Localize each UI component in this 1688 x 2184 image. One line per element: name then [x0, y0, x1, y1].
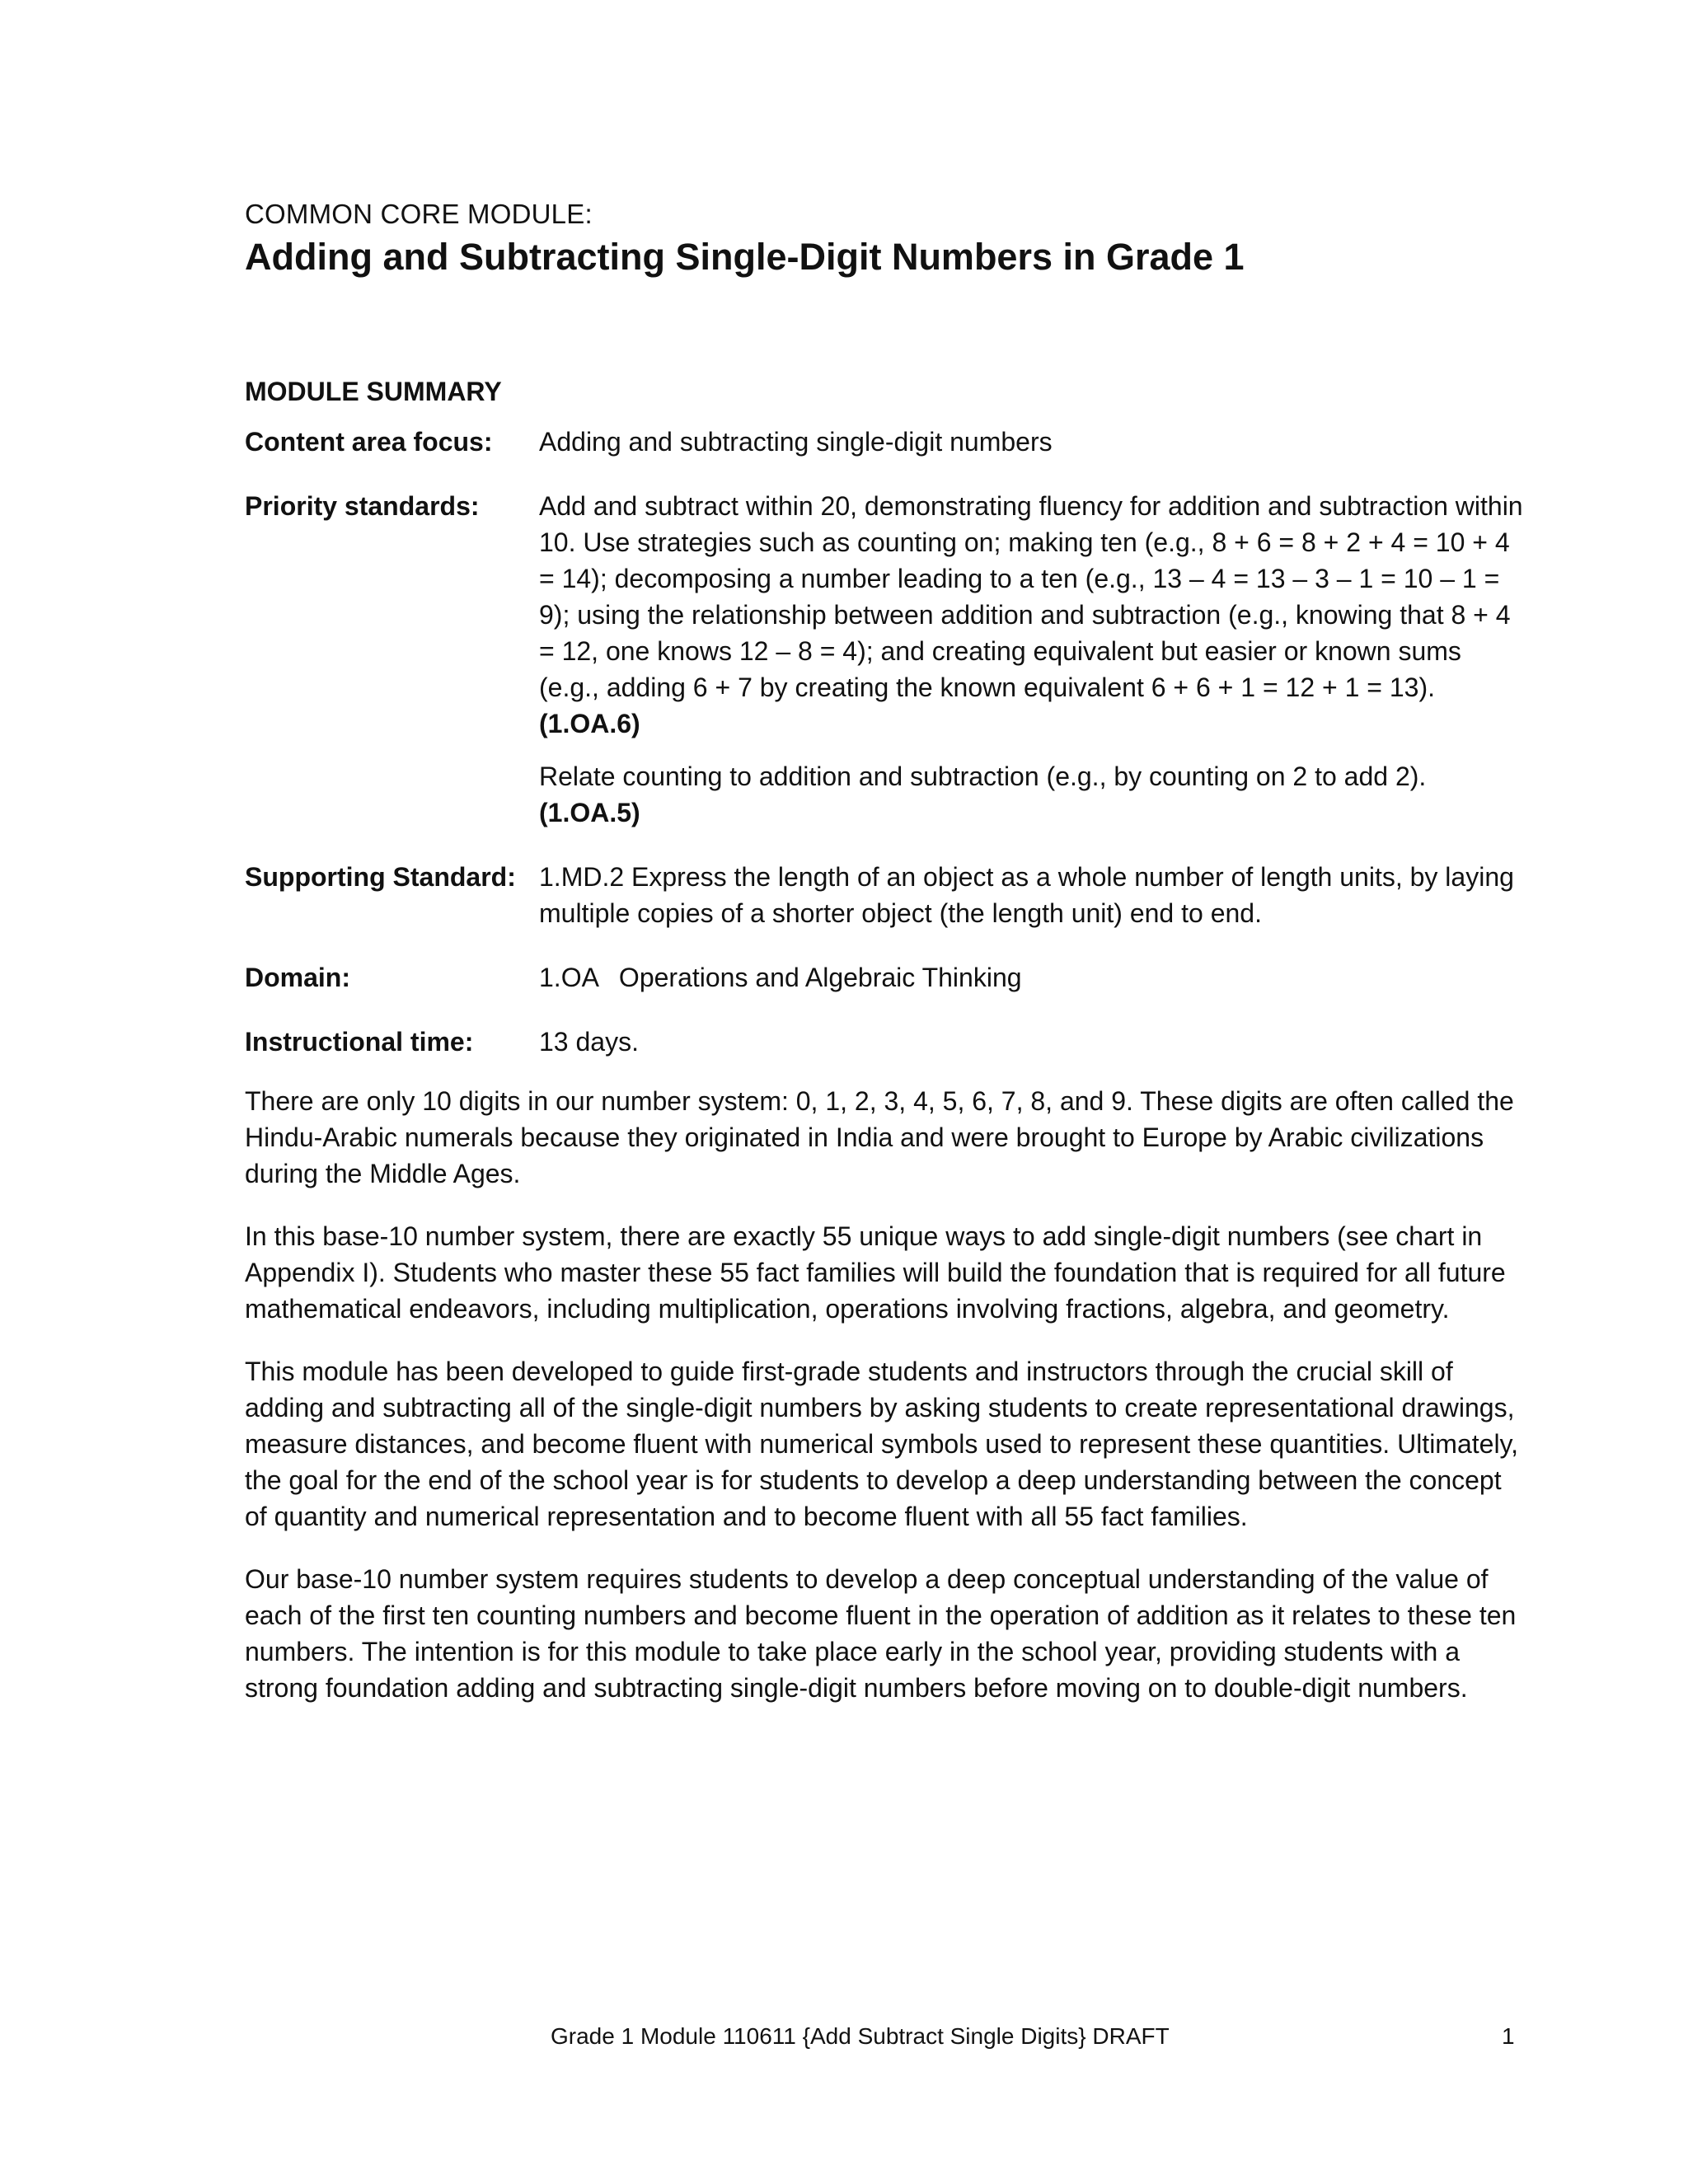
footer-text: Grade 1 Module 110611 {Add Subtract Single Digits} DRAFT: [551, 2023, 1170, 2049]
document-content: [245, 196, 1526, 1732]
priority-standard-2-code: (1.OA.5): [539, 798, 640, 827]
domain-row: [245, 959, 1526, 996]
instructional-time-value: 13 days.: [539, 1027, 639, 1057]
module-title: Adding and Subtracting Single-Digit Numbers in Grade 1: [245, 236, 1245, 278]
priority-standards-row: [245, 488, 1526, 831]
priority-standard-1-text: Add and subtract within 20, demonstrating fluency for addition and subtraction within 10. Use strategies such as counting on; making ten (e.g., 8 + 6 = 8 + 2 + 4 = 10 + 4 = 14); decomposing a number leading to a ten (e.g., 13 – 4 = 13 – 3 – 1 = 10 – 1 = 9); using the relationship between addition and subtraction (e.g., knowing that 8 + 4 = 12, one knows 12 – 8 = 4); and creating equivalent but easier or known sums (e.g., adding 6 + 7 by creating the known equivalent 6 + 6 + 1 = 12 + 1 = 13).: [539, 491, 1523, 702]
supporting-standard-row: [245, 859, 1526, 931]
paragraph-module-purpose: This module has been developed to guide first-grade students and instructors through the crucial skill of adding and subtracting all of the single-digit numbers by asking students to create representational drawings, measure distances, and become fluent with numerical symbols used to represent these quantities. Ultimately, the goal for the end of the school year is for students to develop a deep understanding between the concept of quantity and numerical representation and to become fluent with all 55 fact families.: [245, 1357, 1519, 1531]
module-summary: [245, 424, 1526, 1060]
supporting-standard-label: Supporting Standard:: [245, 862, 516, 892]
paragraph-fact-families: In this base-10 number system, there are exactly 55 unique ways to add single-digit numbers (see chart in Appendix I). Students who master these 55 fact families will build the foundation that is required for all future mathematical endeavors, including multiplication, operations involving fractions, algebra, and geometry.: [245, 1221, 1506, 1324]
domain-label: Domain:: [245, 963, 350, 992]
domain-value-wrap: [539, 959, 1526, 996]
priority-standards-label: Priority standards:: [245, 491, 480, 521]
priority-standard-1-code: (1.OA.6): [539, 709, 640, 738]
paragraph-digits: There are only 10 digits in our number system: 0, 1, 2, 3, 4, 5, 6, 7, 8, and 9. These digits are often called the Hindu-Arabic numerals because they originated in India and were brought to Europe by Arabic civilizations during the Middle Ages.: [245, 1086, 1514, 1188]
module-kicker: COMMON CORE MODULE:: [245, 199, 593, 229]
priority-standards-value: [539, 488, 1526, 831]
domain-code: 1.OA: [539, 963, 599, 992]
paragraph-base-ten: Our base-10 number system requires students to develop a deep conceptual understanding of the value of each of the first ten counting numbers and become fluent in the operation of addition as it relates to these ten numbers. The intention is for this module to take place early in the school year, providing students with a strong foundation adding and subtracting single-digit numbers before moving on to double-digit numbers.: [245, 1564, 1517, 1703]
priority-standard-2: [539, 758, 1526, 831]
priority-standard-2-text: Relate counting to addition and subtraction (e.g., by counting on 2 to add 2).: [539, 762, 1427, 791]
domain-value: Operations and Algebraic Thinking: [618, 963, 1022, 992]
page-number: 1: [1502, 2023, 1515, 2049]
priority-standard-1: [539, 488, 1526, 742]
content-area-value: Adding and subtracting single-digit numbers: [539, 427, 1053, 457]
module-summary-heading: MODULE SUMMARY: [245, 377, 502, 406]
body-text: [245, 1083, 1526, 1706]
content-area-row: [245, 424, 1526, 460]
instructional-time-label: Instructional time:: [245, 1027, 474, 1057]
content-area-label: Content area focus:: [245, 427, 493, 457]
supporting-standard-value: 1.MD.2 Express the length of an object as a whole number of length units, by laying multiple copies of a shorter object (the length unit) end to end.: [539, 862, 1514, 928]
instructional-time-row: [245, 1024, 1526, 1060]
